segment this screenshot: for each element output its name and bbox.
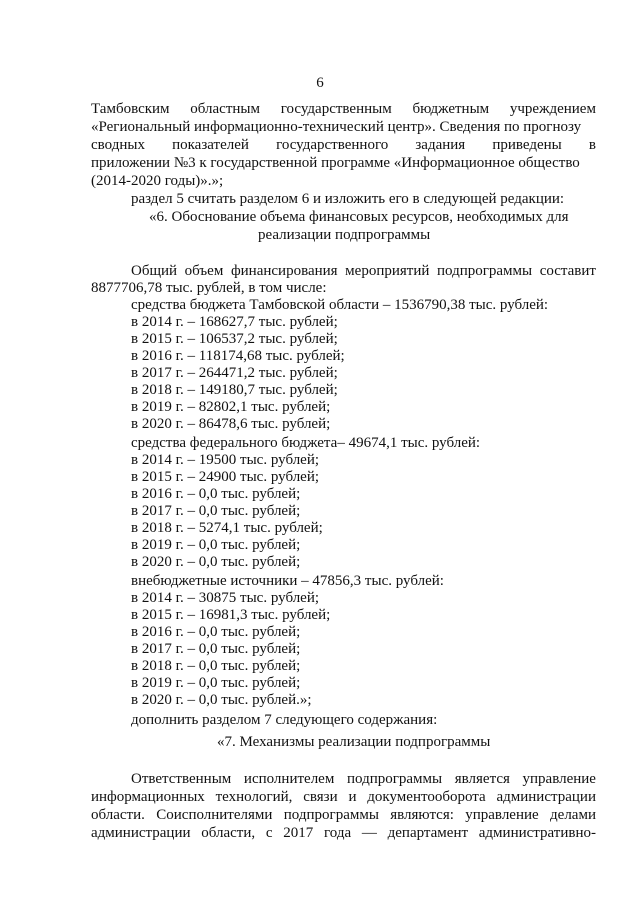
extrabudget-year-2017: в 2017 г. – 0,0 тыс. рублей;	[131, 641, 301, 657]
word: мероприятий	[345, 263, 430, 279]
extrabudget-year-2016: в 2016 г. – 0,0 тыс. рублей;	[131, 624, 301, 640]
word: составит	[539, 263, 596, 279]
word: учреждением	[509, 101, 596, 117]
federal-year-2014: в 2014 г. – 19500 тыс. рублей;	[131, 452, 320, 468]
word: Тамбовским	[91, 101, 170, 117]
instruction-section-6: раздел 5 считать разделом 6 и изложить его в следующей редакции:	[131, 191, 565, 207]
intro-line-1	[91, 101, 596, 119]
word: документооборота	[367, 789, 486, 805]
word: в	[588, 137, 596, 153]
section-7-heading: «7. Механизмы реализации подпрограммы	[217, 734, 491, 750]
federal-budget-header: средства федерального бюджета– 49674,1 тыс. рублей:	[131, 435, 481, 451]
word: информационных	[91, 789, 205, 805]
total-line-1	[131, 263, 596, 281]
word: департамент	[387, 825, 469, 841]
word: объем	[184, 263, 224, 279]
section-7-body-line-2	[91, 789, 596, 807]
word: года	[324, 825, 352, 841]
intro-line-2: «Региональный информационно-технический центр». Сведения по прогнозу	[91, 119, 582, 135]
word: задания	[415, 137, 466, 153]
word: и	[348, 789, 357, 805]
section-7-body-line-3	[91, 807, 596, 825]
extrabudget-year-2014: в 2014 г. – 30875 тыс. рублей;	[131, 590, 320, 606]
word: администрации	[91, 825, 191, 841]
section-7-body-line-1	[131, 771, 596, 789]
word: 2017	[283, 825, 314, 841]
word: Общий	[131, 263, 178, 279]
federal-year-2017: в 2017 г. – 0,0 тыс. рублей;	[131, 503, 301, 519]
word: с	[265, 825, 273, 841]
word: области.	[91, 807, 145, 823]
regional-budget-header: средства бюджета Тамбовской области – 1536790,38 тыс. рублей:	[131, 297, 549, 313]
word: —	[361, 825, 377, 841]
regional-year-2019: в 2019 г. – 82802,1 тыс. рублей;	[131, 399, 331, 415]
word: сводных	[91, 137, 145, 153]
word: подпрограммы	[436, 263, 533, 279]
word: связи	[303, 789, 338, 805]
word: являются:	[390, 807, 454, 823]
word: бюджетным	[412, 101, 490, 117]
word: технологий,	[215, 789, 293, 805]
word: области,	[201, 825, 256, 841]
word: является	[454, 771, 510, 787]
federal-year-2019: в 2019 г. – 0,0 тыс. рублей;	[131, 537, 301, 553]
word: исполнителем	[243, 771, 335, 787]
word: государственным	[280, 101, 392, 117]
word: управление	[522, 771, 596, 787]
instruction-section-7: дополнить разделом 7 следующего содержания:	[131, 712, 438, 728]
word: подпрограммы	[346, 771, 443, 787]
word: приведены	[492, 137, 562, 153]
extrabudget-header: внебюджетные источники – 47856,3 тыс. рублей:	[131, 573, 444, 589]
extrabudget-year-2019: в 2019 г. – 0,0 тыс. рублей;	[131, 675, 301, 691]
word: Соисполнителями	[156, 807, 273, 823]
word: финансирования	[230, 263, 338, 279]
word: администрации	[496, 789, 596, 805]
word: делами	[550, 807, 596, 823]
section-6-heading-line-1: «6. Обоснование объема финансовых ресурсов, необходимых для	[149, 209, 569, 225]
word: Ответственным	[131, 771, 232, 787]
intro-line-5: (2014-2020 годы)».»;	[91, 173, 224, 189]
section-6-heading-line-2: реализации подпрограммы	[258, 227, 431, 243]
federal-year-2015: в 2015 г. – 24900 тыс. рублей;	[131, 469, 320, 485]
total-line-2: 8877706,78 тыс. рублей, в том числе:	[91, 280, 327, 296]
intro-line-4: приложении №3 к государственной программе «Информационное общество	[91, 155, 580, 171]
federal-year-2020: в 2020 г. – 0,0 тыс. рублей;	[131, 554, 301, 570]
extrabudget-year-2015: в 2015 г. – 16981,3 тыс. рублей;	[131, 607, 331, 623]
regional-year-2015: в 2015 г. – 106537,2 тыс. рублей;	[131, 331, 338, 347]
word: административно-	[478, 825, 596, 841]
regional-year-2018: в 2018 г. – 149180,7 тыс. рублей;	[131, 382, 338, 398]
extrabudget-year-2020: в 2020 г. – 0,0 тыс. рублей.»;	[131, 692, 312, 708]
word: областным	[190, 101, 260, 117]
extrabudget-year-2018: в 2018 г. – 0,0 тыс. рублей;	[131, 658, 301, 674]
word: государственного	[276, 137, 389, 153]
word: управление	[465, 807, 539, 823]
page-number: 6	[316, 75, 324, 91]
word: показателей	[172, 137, 249, 153]
word: подпрограммы	[283, 807, 379, 823]
section-7-body-line-4	[91, 825, 596, 843]
regional-year-2014: в 2014 г. – 168627,7 тыс. рублей;	[131, 314, 338, 330]
federal-year-2016: в 2016 г. – 0,0 тыс. рублей;	[131, 486, 301, 502]
regional-year-2016: в 2016 г. – 118174,68 тыс. рублей;	[131, 348, 345, 364]
federal-year-2018: в 2018 г. – 5274,1 тыс. рублей;	[131, 520, 323, 536]
regional-year-2020: в 2020 г. – 86478,6 тыс. рублей;	[131, 416, 331, 432]
intro-line-3	[91, 137, 596, 155]
regional-year-2017: в 2017 г. – 264471,2 тыс. рублей;	[131, 365, 338, 381]
